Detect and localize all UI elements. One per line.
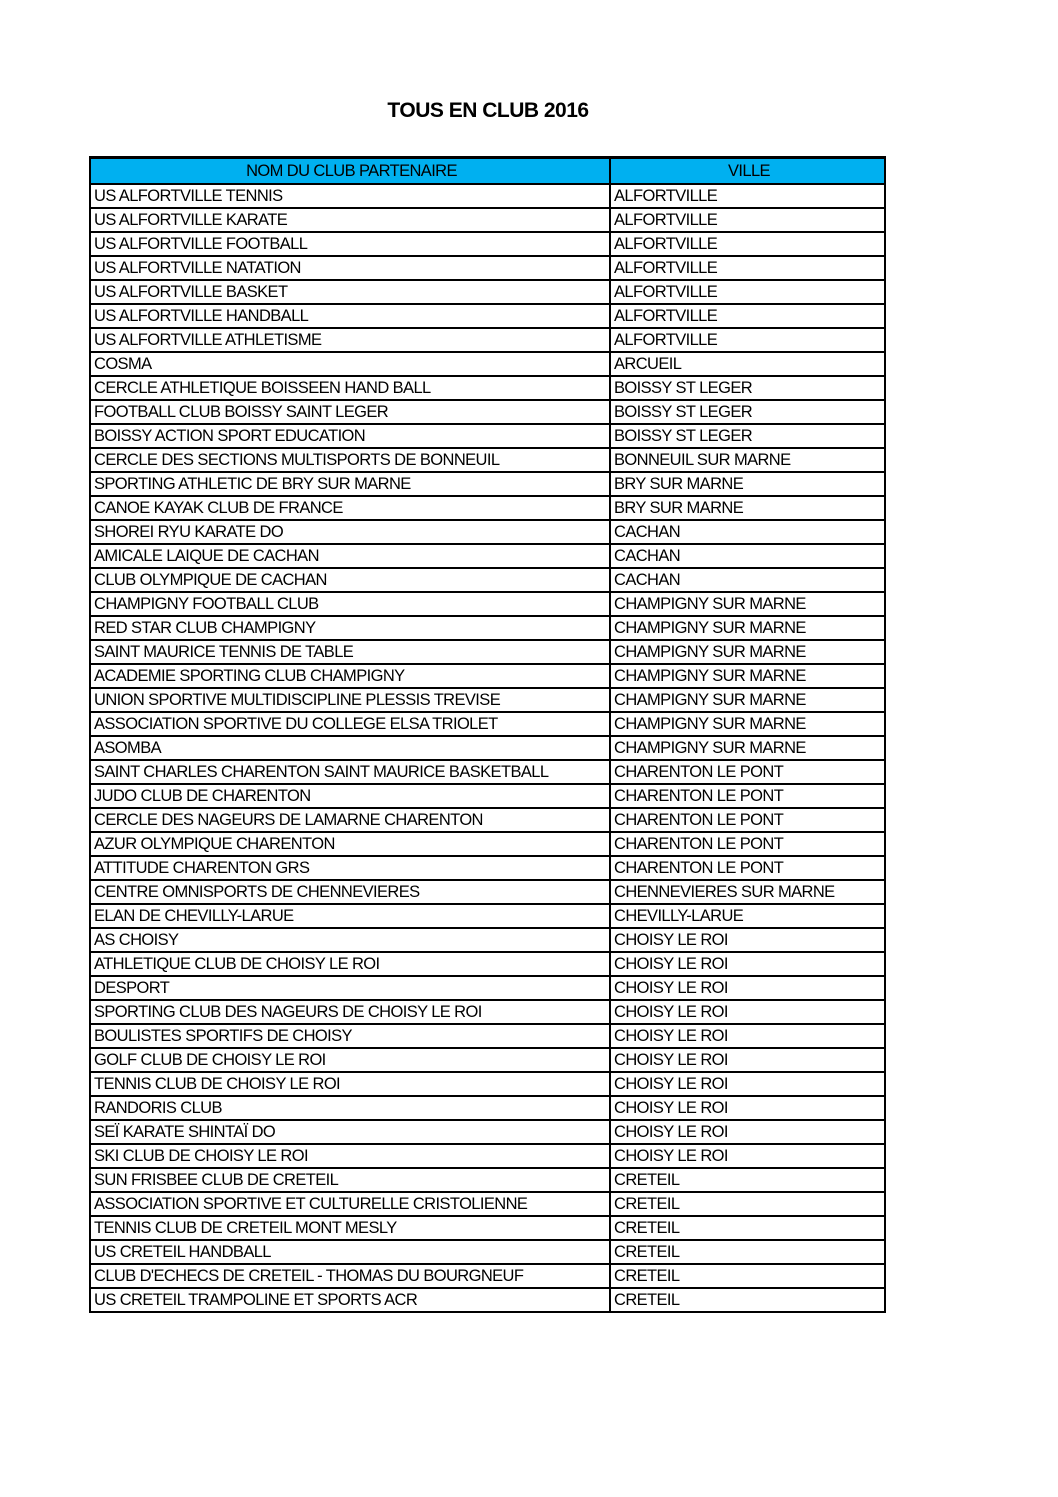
table-row xyxy=(90,1000,885,1024)
table-row xyxy=(90,832,885,856)
table-row xyxy=(90,544,885,568)
table-row xyxy=(90,208,885,232)
table-row xyxy=(90,472,885,496)
table-row xyxy=(90,808,885,832)
city-cell: CHARENTON LE PONT xyxy=(610,856,885,880)
city-cell: CHAMPIGNY SUR MARNE xyxy=(610,712,885,736)
table-row xyxy=(90,352,885,376)
header-city: VILLE xyxy=(610,158,885,185)
city-cell: CHOISY LE ROI xyxy=(610,1048,885,1072)
club-name-cell: SKI CLUB DE CHOISY LE ROI xyxy=(90,1144,610,1168)
city-cell: BOISSY ST LEGER xyxy=(610,424,885,448)
club-name-cell: CHAMPIGNY FOOTBALL CLUB xyxy=(90,592,610,616)
club-name-cell: COSMA xyxy=(90,352,610,376)
city-cell: CACHAN xyxy=(610,568,885,592)
table-row xyxy=(90,616,885,640)
club-name-cell: TENNIS CLUB DE CRETEIL MONT MESLY xyxy=(90,1216,610,1240)
club-name-cell: ASSOCIATION SPORTIVE ET CULTURELLE CRISTOLIENNE xyxy=(90,1192,610,1216)
club-name-cell: CERCLE ATHLETIQUE BOISSEEN HAND BALL xyxy=(90,376,610,400)
table-row xyxy=(90,328,885,352)
club-name-cell: CERCLE DES SECTIONS MULTISPORTS DE BONNEUIL xyxy=(90,448,610,472)
table-row xyxy=(90,184,885,208)
club-name-cell: CLUB OLYMPIQUE DE CACHAN xyxy=(90,568,610,592)
city-cell: CHOISY LE ROI xyxy=(610,1144,885,1168)
table-row xyxy=(90,568,885,592)
table-row xyxy=(90,688,885,712)
table-row xyxy=(90,448,885,472)
table-row xyxy=(90,1192,885,1216)
city-cell: CHARENTON LE PONT xyxy=(610,808,885,832)
club-name-cell: CANOE KAYAK CLUB DE FRANCE xyxy=(90,496,610,520)
table-row xyxy=(90,1216,885,1240)
club-name-cell: SAINT MAURICE TENNIS DE TABLE xyxy=(90,640,610,664)
table-row xyxy=(90,1024,885,1048)
city-cell: CHENNEVIERES SUR MARNE xyxy=(610,880,885,904)
club-name-cell: SAINT CHARLES CHARENTON SAINT MAURICE BASKETBALL xyxy=(90,760,610,784)
club-name-cell: SPORTING CLUB DES NAGEURS DE CHOISY LE ROI xyxy=(90,1000,610,1024)
city-cell: ALFORTVILLE xyxy=(610,256,885,280)
header-row xyxy=(90,158,885,185)
city-cell: CHAMPIGNY SUR MARNE xyxy=(610,664,885,688)
city-cell: ALFORTVILLE xyxy=(610,232,885,256)
table-row xyxy=(90,1168,885,1192)
club-name-cell: JUDO CLUB DE CHARENTON xyxy=(90,784,610,808)
club-name-cell: US ALFORTVILLE NATATION xyxy=(90,256,610,280)
club-name-cell: ACADEMIE SPORTING CLUB CHAMPIGNY xyxy=(90,664,610,688)
club-name-cell: SHOREI RYU KARATE DO xyxy=(90,520,610,544)
club-name-cell: BOISSY ACTION SPORT EDUCATION xyxy=(90,424,610,448)
city-cell: CHARENTON LE PONT xyxy=(610,760,885,784)
club-name-cell: RANDORIS CLUB xyxy=(90,1096,610,1120)
club-name-cell: TENNIS CLUB DE CHOISY LE ROI xyxy=(90,1072,610,1096)
club-name-cell: SUN FRISBEE CLUB DE CRETEIL xyxy=(90,1168,610,1192)
city-cell: CHOISY LE ROI xyxy=(610,1000,885,1024)
table-row xyxy=(90,736,885,760)
club-name-cell: CERCLE DES NAGEURS DE LAMARNE CHARENTON xyxy=(90,808,610,832)
club-name-cell: SPORTING ATHLETIC DE BRY SUR MARNE xyxy=(90,472,610,496)
club-name-cell: RED STAR CLUB CHAMPIGNY xyxy=(90,616,610,640)
table-row xyxy=(90,232,885,256)
city-cell: CHOISY LE ROI xyxy=(610,1120,885,1144)
club-name-cell: AZUR OLYMPIQUE CHARENTON xyxy=(90,832,610,856)
city-cell: ALFORTVILLE xyxy=(610,304,885,328)
club-name-cell: AS CHOISY xyxy=(90,928,610,952)
page-title: TOUS EN CLUB 2016 xyxy=(387,99,589,122)
club-name-cell: US ALFORTVILLE FOOTBALL xyxy=(90,232,610,256)
club-name-cell: US CRETEIL TRAMPOLINE ET SPORTS ACR xyxy=(90,1288,610,1312)
city-cell: BRY SUR MARNE xyxy=(610,472,885,496)
table-row xyxy=(90,424,885,448)
table-row xyxy=(90,952,885,976)
city-cell: CHARENTON LE PONT xyxy=(610,832,885,856)
table-row xyxy=(90,496,885,520)
city-cell: BRY SUR MARNE xyxy=(610,496,885,520)
table-row xyxy=(90,1048,885,1072)
club-name-cell: US ALFORTVILLE KARATE xyxy=(90,208,610,232)
table-row xyxy=(90,856,885,880)
city-cell: CRETEIL xyxy=(610,1168,885,1192)
city-cell: CHARENTON LE PONT xyxy=(610,784,885,808)
table-row xyxy=(90,880,885,904)
city-cell: CRETEIL xyxy=(610,1192,885,1216)
club-name-cell: BOULISTES SPORTIFS DE CHOISY xyxy=(90,1024,610,1048)
club-name-cell: ELAN DE CHEVILLY-LARUE xyxy=(90,904,610,928)
city-cell: CACHAN xyxy=(610,520,885,544)
city-cell: CHEVILLY-LARUE xyxy=(610,904,885,928)
city-cell: BOISSY ST LEGER xyxy=(610,376,885,400)
city-cell: CHOISY LE ROI xyxy=(610,1096,885,1120)
table-row xyxy=(90,592,885,616)
city-cell: CHOISY LE ROI xyxy=(610,952,885,976)
club-name-cell: UNION SPORTIVE MULTIDISCIPLINE PLESSIS TREVISE xyxy=(90,688,610,712)
table-body xyxy=(90,184,885,1312)
city-cell: CHAMPIGNY SUR MARNE xyxy=(610,616,885,640)
table-row xyxy=(90,1096,885,1120)
club-name-cell: ATTITUDE CHARENTON GRS xyxy=(90,856,610,880)
club-name-cell: ATHLETIQUE CLUB DE CHOISY LE ROI xyxy=(90,952,610,976)
table-row xyxy=(90,400,885,424)
city-cell: ALFORTVILLE xyxy=(610,208,885,232)
club-name-cell: US ALFORTVILLE TENNIS xyxy=(90,184,610,208)
table-row xyxy=(90,256,885,280)
city-cell: ALFORTVILLE xyxy=(610,280,885,304)
club-name-cell: CENTRE OMNISPORTS DE CHENNEVIERES xyxy=(90,880,610,904)
city-cell: CRETEIL xyxy=(610,1216,885,1240)
table-row xyxy=(90,1120,885,1144)
table-row xyxy=(90,1288,885,1312)
city-cell: CHAMPIGNY SUR MARNE xyxy=(610,688,885,712)
city-cell: CRETEIL xyxy=(610,1288,885,1312)
club-name-cell: AMICALE LAIQUE DE CACHAN xyxy=(90,544,610,568)
city-cell: CHOISY LE ROI xyxy=(610,1024,885,1048)
table-row xyxy=(90,640,885,664)
club-name-cell: FOOTBALL CLUB BOISSY SAINT LEGER xyxy=(90,400,610,424)
table-row xyxy=(90,376,885,400)
club-name-cell: US ALFORTVILLE HANDBALL xyxy=(90,304,610,328)
city-cell: ALFORTVILLE xyxy=(610,328,885,352)
city-cell: CRETEIL xyxy=(610,1264,885,1288)
table-row xyxy=(90,976,885,1000)
table-row xyxy=(90,1144,885,1168)
city-cell: CACHAN xyxy=(610,544,885,568)
table-row xyxy=(90,760,885,784)
city-cell: CHOISY LE ROI xyxy=(610,976,885,1000)
table-row xyxy=(90,712,885,736)
club-name-cell: DESPORT xyxy=(90,976,610,1000)
header-club-name: NOM DU CLUB PARTENAIRE xyxy=(90,158,610,185)
club-name-cell: US ALFORTVILLE ATHLETISME xyxy=(90,328,610,352)
club-name-cell: CLUB D'ECHECS DE CRETEIL - THOMAS DU BOURGNEUF xyxy=(90,1264,610,1288)
table-row xyxy=(90,280,885,304)
club-table xyxy=(89,156,886,1313)
table-row xyxy=(90,1240,885,1264)
club-name-cell: US ALFORTVILLE BASKET xyxy=(90,280,610,304)
table-header xyxy=(90,158,885,185)
club-name-cell: SEÏ KARATE SHINTAÏ DO xyxy=(90,1120,610,1144)
city-cell: BOISSY ST LEGER xyxy=(610,400,885,424)
city-cell: ARCUEIL xyxy=(610,352,885,376)
table-row xyxy=(90,1264,885,1288)
city-cell: ALFORTVILLE xyxy=(610,184,885,208)
table-row xyxy=(90,664,885,688)
table-row xyxy=(90,520,885,544)
club-name-cell: ASOMBA xyxy=(90,736,610,760)
table-row xyxy=(90,928,885,952)
city-cell: CHAMPIGNY SUR MARNE xyxy=(610,736,885,760)
table-row xyxy=(90,304,885,328)
club-name-cell: GOLF CLUB DE CHOISY LE ROI xyxy=(90,1048,610,1072)
city-cell: CRETEIL xyxy=(610,1240,885,1264)
club-name-cell: ASSOCIATION SPORTIVE DU COLLEGE ELSA TRIOLET xyxy=(90,712,610,736)
city-cell: CHOISY LE ROI xyxy=(610,1072,885,1096)
city-cell: BONNEUIL SUR MARNE xyxy=(610,448,885,472)
table-row xyxy=(90,1072,885,1096)
city-cell: CHOISY LE ROI xyxy=(610,928,885,952)
club-name-cell: US CRETEIL HANDBALL xyxy=(90,1240,610,1264)
city-cell: CHAMPIGNY SUR MARNE xyxy=(610,592,885,616)
table-row xyxy=(90,784,885,808)
table-row xyxy=(90,904,885,928)
city-cell: CHAMPIGNY SUR MARNE xyxy=(610,640,885,664)
